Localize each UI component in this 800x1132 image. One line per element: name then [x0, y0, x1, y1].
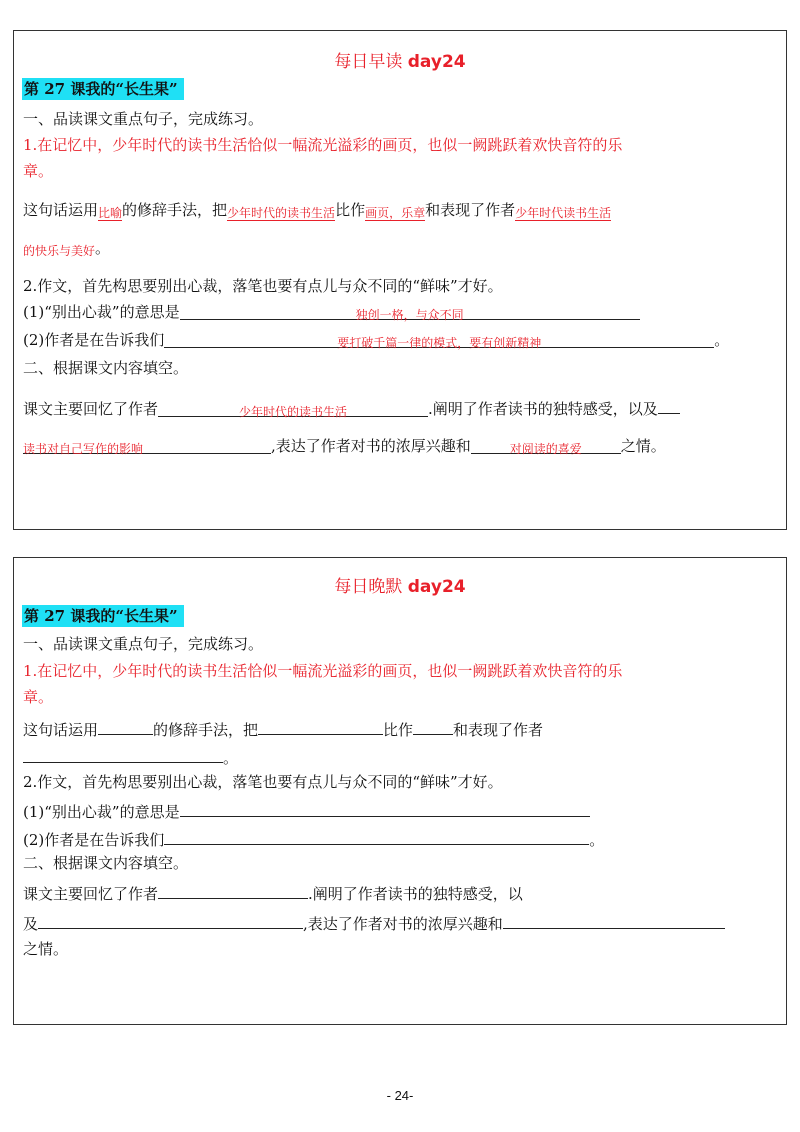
static-text: 和表现了作者: [453, 721, 544, 739]
fill-blank-summary-end: 之情。: [23, 940, 69, 958]
title-text: 每日早读: [334, 52, 403, 72]
question-two: 2.作文，首先构思要别出心裁，落笔也要有点儿与众不同的“鲜味”才好。: [23, 277, 503, 295]
question-one-sentence: 1.在记忆中，少年时代的读书生活恰似一幅流光溢彩的画页，也似一阙跳跃着欢快音符的乐: [23, 136, 623, 154]
static-text: 。: [589, 831, 605, 849]
static-text: 比作: [335, 201, 366, 219]
question-two-part-one: [23, 301, 640, 323]
question-two-part-one: [23, 798, 590, 823]
lesson-heading: 第 27 课我的“长生果”: [22, 78, 184, 100]
static-text: 。: [95, 239, 111, 257]
answer-blank[interactable]: [180, 301, 640, 320]
evening-dictation-card: [13, 557, 787, 1025]
fill-blank-rhetoric-cont: [23, 744, 238, 769]
answer-text: 读书对自己写作的影响: [23, 442, 144, 456]
lesson-heading: 第 27 课我的“长生果”: [22, 605, 184, 627]
answer-blank[interactable]: [471, 435, 621, 454]
answer-meaning-cont: 的快乐与美好: [23, 244, 96, 258]
static-text: 课文主要回忆了作者: [23, 400, 159, 418]
static-text: 比作: [383, 721, 414, 739]
question-two-part-two: [23, 826, 604, 851]
answer-blank[interactable]: [413, 716, 453, 735]
static-text: 。: [714, 331, 730, 349]
answer-compared: 画页，乐章: [365, 206, 426, 220]
question-one-sentence-cont: 章。: [23, 688, 54, 706]
answer-blank[interactable]: [258, 716, 383, 735]
fill-blank-rhetoric-cont: [23, 237, 110, 260]
static-text: (1)“别出心裁”的意思是: [23, 803, 180, 821]
static-text: 。: [223, 749, 239, 767]
answer-blank[interactable]: [503, 910, 725, 929]
section-one-heading: 一、品读课文重点句子，完成练习。: [23, 635, 264, 653]
answer-text: 对阅读的喜爱: [509, 442, 582, 456]
answer-blank[interactable]: [180, 798, 590, 817]
static-text: ,表达了作者对书的浓厚兴趣和: [303, 915, 503, 933]
answer-blank[interactable]: [98, 716, 153, 735]
answer-blank[interactable]: [23, 744, 223, 763]
static-text: .阐明了作者读书的独特感受，以: [308, 885, 523, 903]
answer-metaphor: 比喻: [98, 206, 123, 220]
answer-blank[interactable]: [38, 910, 303, 929]
static-text: ,表达了作者对书的浓厚兴趣和: [271, 437, 471, 455]
morning-reading-card: [13, 30, 787, 530]
answer-text: 少年时代的读书生活: [239, 405, 348, 419]
static-text: 的修辞手法，把: [153, 721, 259, 739]
fill-blank-summary: [23, 880, 523, 905]
fill-blank-rhetoric: [23, 716, 543, 741]
answer-blank[interactable]: [158, 880, 308, 899]
section-two-heading: 二、根据课文内容填空。: [23, 854, 189, 872]
static-text: (2)作者是在告诉我们: [23, 331, 165, 349]
answer-text: 要打破千篇一律的模式，要有创新精神: [337, 336, 542, 350]
section-one-heading: 一、品读课文重点句子，完成练习。: [23, 110, 264, 128]
title-day: day24: [407, 577, 466, 597]
static-text: 的修辞手法，把: [122, 201, 228, 219]
fill-blank-summary: [23, 395, 680, 420]
title-text: 每日晚默: [334, 577, 403, 597]
page-number: - 24-: [386, 1088, 414, 1103]
static-text: 和表现了作者: [425, 201, 516, 219]
static-text: (2)作者是在告诉我们: [23, 831, 165, 849]
static-text: (1)“别出心裁”的意思是: [23, 303, 180, 321]
static-text: 之情。: [620, 437, 666, 455]
answer-subject: 少年时代的读书生活: [227, 206, 336, 220]
static-text: 这句话运用: [23, 721, 99, 739]
answer-meaning: 少年时代读书生活: [515, 206, 612, 220]
answer-blank[interactable]: [164, 329, 714, 348]
answer-blank[interactable]: [164, 826, 589, 845]
answer-blank[interactable]: [23, 435, 271, 454]
question-two: 2.作文，首先构思要别出心裁，落笔也要有点儿与众不同的“鲜味”才好。: [23, 773, 503, 791]
static-text: 及: [23, 915, 39, 933]
question-one-sentence: 1.在记忆中，少年时代的读书生活恰似一幅流光溢彩的画页，也似一阙跳跃着欢快音符的乐: [23, 662, 623, 680]
fill-blank-rhetoric: [23, 199, 611, 222]
question-one-sentence-cont: 章。: [23, 162, 54, 180]
static-text: 课文主要回忆了作者: [23, 885, 159, 903]
section-two-heading: 二、根据课文内容填空。: [23, 359, 189, 377]
answer-blank[interactable]: [658, 395, 680, 414]
answer-blank[interactable]: [158, 398, 428, 417]
answer-text: 独创一格，与众不同: [355, 308, 464, 322]
card-title: [14, 572, 786, 597]
static-text: .阐明了作者读书的独特感受，以及: [428, 400, 658, 418]
fill-blank-summary-cont: [23, 435, 666, 457]
static-text: 这句话运用: [23, 201, 99, 219]
question-two-part-two: [23, 329, 729, 351]
card-title: [14, 47, 786, 72]
fill-blank-summary-cont: [23, 910, 725, 935]
title-day: day24: [407, 52, 466, 72]
